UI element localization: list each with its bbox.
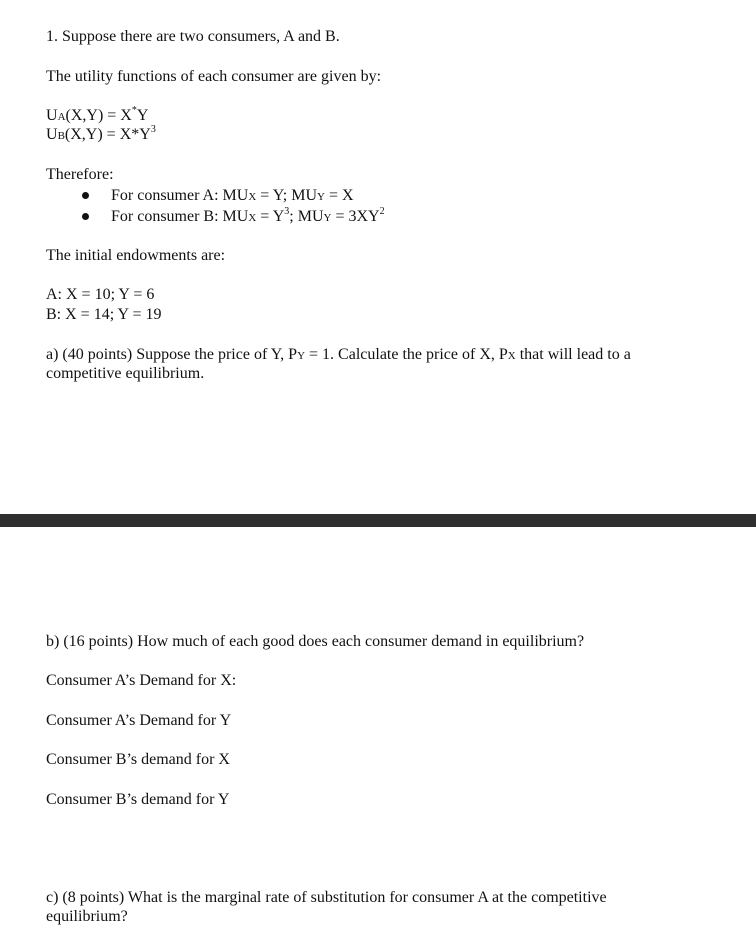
question-intro: 1. Suppose there are two consumers, A and B. [46, 28, 340, 45]
endowment-b: B: X = 14; Y = 19 [46, 306, 162, 323]
demand-b-y-label: Consumer B’s demand for Y [46, 791, 230, 808]
part-a-question-line2: competitive equilibrium. [46, 365, 205, 382]
page-divider [0, 514, 756, 527]
utility-function-b: $UB(X,Y) = X*Y^3$ [46, 123, 156, 143]
utility-function-a: UA(X,Y) = X*Y [46, 104, 149, 124]
endowments-intro: The initial endowments are: [46, 247, 226, 264]
utility-intro: The utility functions of each consumer are given by: [46, 68, 382, 85]
demand-a-x-label: Consumer A’s Demand for X: [46, 672, 237, 689]
part-c-question: c) (8 points) What is the marginal rate of substitution for consumer A at the competitive [46, 889, 607, 906]
therefore-label: Therefore: [46, 166, 114, 183]
endowment-a: A: X = 10; Y = 6 [46, 286, 155, 303]
part-a-question: a) (40 points) Suppose the price of Y, PY = 1. Calculate the price of X, PX that will lead to a [46, 346, 631, 363]
part-b-question: b) (16 points) How much of each good does each consumer demand in equilibrium? [46, 633, 585, 650]
bullet-consumer-b: For consumer B: MUX = $Y^3$; MUY = $3XY^2$ [82, 207, 385, 228]
part-c-question-line2: equilibrium? [46, 908, 128, 925]
bullet-icon [82, 192, 89, 199]
bullet-icon [82, 213, 89, 220]
demand-b-x-label: Consumer B’s demand for X [46, 751, 230, 768]
bullet-consumer-a: For consumer A: MUX = Y; MUY = X [82, 186, 354, 207]
demand-a-y-label: Consumer A’s Demand for Y [46, 712, 232, 729]
